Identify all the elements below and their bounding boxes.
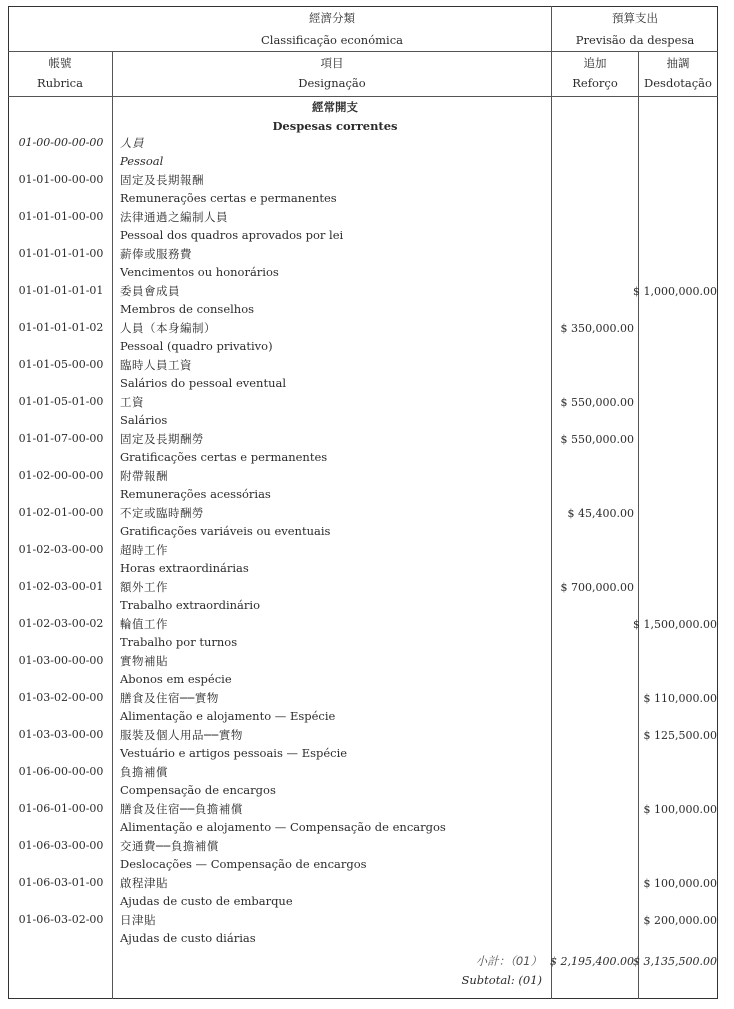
row-reforco-amount: $ 550,000.00 bbox=[560, 396, 634, 409]
row-designation-pt: Vencimentos ou honorários bbox=[120, 265, 279, 279]
row-reforco-amount: $ 550,000.00 bbox=[560, 433, 634, 446]
row-designation-pt: Trabalho por turnos bbox=[120, 635, 238, 649]
row-code: 01-06-00-00-00 bbox=[18, 765, 104, 778]
row-designation-zh: 委員會成員 bbox=[120, 284, 180, 298]
row-code: 01-01-01-00-00 bbox=[18, 210, 104, 223]
row-designation-zh: 服裝及個人用品──實物 bbox=[120, 728, 243, 742]
row-designation-zh: 薪俸或服務費 bbox=[120, 247, 192, 261]
row-code: 01-01-01-01-02 bbox=[18, 321, 104, 334]
header-line-1 bbox=[8, 51, 718, 52]
row-designation-zh: 日津貼 bbox=[120, 913, 156, 927]
row-code: 01-01-05-00-00 bbox=[18, 358, 104, 371]
row-designation-pt: Pessoal (quadro privativo) bbox=[120, 339, 273, 353]
row-designation-pt: Ajudas de custo de embarque bbox=[120, 894, 293, 908]
row-designation-zh: 輪值工作 bbox=[120, 617, 168, 631]
header-desdotacao-pt: Desdotação bbox=[644, 76, 712, 90]
row-designation-zh: 不定或臨時酬勞 bbox=[120, 506, 204, 520]
row-designation-pt: Remunerações certas e permanentes bbox=[120, 191, 337, 205]
row-code: 01-02-03-00-02 bbox=[18, 617, 104, 630]
header-rubrica-zh: 帳號 bbox=[48, 56, 72, 70]
divider-designation-reforco bbox=[551, 6, 552, 999]
row-designation-pt: Gratificações variáveis ou eventuais bbox=[120, 524, 331, 538]
row-designation-zh: 工資 bbox=[120, 395, 144, 409]
row-code: 01-01-01-01-00 bbox=[18, 247, 104, 260]
row-code: 01-00-00-00-00 bbox=[18, 136, 104, 149]
row-designation-zh: 啟程津貼 bbox=[120, 876, 168, 890]
row-desdotacao-amount: $ 200,000.00 bbox=[643, 914, 717, 927]
row-designation-pt: Compensação de encargos bbox=[120, 783, 276, 797]
row-designation-pt: Salários do pessoal eventual bbox=[120, 376, 287, 390]
header-desdotacao-zh: 抽調 bbox=[666, 56, 690, 70]
row-designation-zh: 實物補貼 bbox=[120, 654, 168, 668]
row-code: 01-03-00-00-00 bbox=[18, 654, 104, 667]
row-code: 01-06-03-01-00 bbox=[18, 876, 104, 889]
row-designation-pt: Ajudas de custo diárias bbox=[120, 931, 256, 945]
row-reforco-amount: $ 700,000.00 bbox=[560, 581, 634, 594]
row-designation-pt: Remunerações acessórias bbox=[120, 487, 271, 501]
row-code: 01-01-00-00-00 bbox=[18, 173, 104, 186]
row-designation-zh: 人員（本身編制） bbox=[120, 321, 216, 335]
subtotal-desdotacao: $ 3,135,500.00 bbox=[633, 955, 717, 968]
row-designation-pt: Alimentação e alojamento — Espécie bbox=[120, 709, 336, 723]
row-designation-zh: 膳食及住宿──實物 bbox=[120, 691, 219, 705]
row-designation-zh: 額外工作 bbox=[120, 580, 168, 594]
row-code: 01-02-03-00-01 bbox=[18, 580, 104, 593]
header-reforco-pt: Reforço bbox=[572, 76, 618, 90]
row-code: 01-06-03-00-00 bbox=[18, 839, 104, 852]
row-code: 01-02-03-00-00 bbox=[18, 543, 104, 556]
row-code: 01-01-07-00-00 bbox=[18, 432, 104, 445]
divider-code-designation bbox=[112, 51, 113, 999]
row-designation-pt: Pessoal dos quadros aprovados por lei bbox=[120, 228, 344, 242]
row-code: 01-02-00-00-00 bbox=[18, 469, 104, 482]
row-designation-pt: Alimentação e alojamento — Compensação de encargos bbox=[120, 820, 446, 834]
row-designation-zh: 膳食及住宿──負擔補償 bbox=[120, 802, 243, 816]
header-rubrica-pt: Rubrica bbox=[37, 76, 83, 90]
row-desdotacao-amount: $ 100,000.00 bbox=[643, 877, 717, 890]
header-classification-zh: 經濟分類 bbox=[309, 11, 355, 25]
budget-table-frame bbox=[8, 6, 718, 999]
section-title-pt: Despesas correntes bbox=[272, 119, 398, 133]
row-designation-zh: 固定及長期酬勞 bbox=[120, 432, 204, 446]
header-designacao-zh: 項目 bbox=[320, 56, 344, 70]
row-designation-zh: 負擔補償 bbox=[120, 765, 168, 779]
header-line-2 bbox=[8, 96, 718, 97]
row-designation-pt: Membros de conselhos bbox=[120, 302, 255, 316]
row-code: 01-01-01-01-01 bbox=[18, 284, 104, 297]
row-code: 01-03-02-00-00 bbox=[18, 691, 104, 704]
row-designation-zh: 臨時人員工資 bbox=[120, 358, 192, 372]
row-reforco-amount: $ 45,400.00 bbox=[567, 507, 634, 520]
row-desdotacao-amount: $ 100,000.00 bbox=[643, 803, 717, 816]
header-classification-pt: Classificação económica bbox=[260, 33, 404, 47]
row-designation-zh: 法律通過之編制人員 bbox=[120, 210, 228, 224]
row-designation-pt: Abonos em espécie bbox=[120, 672, 232, 686]
row-reforco-amount: $ 350,000.00 bbox=[560, 322, 634, 335]
divider-reforco-desdotacao bbox=[638, 51, 639, 999]
row-code: 01-06-01-00-00 bbox=[18, 802, 104, 815]
subtotal-reforco: $ 2,195,400.00 bbox=[550, 955, 634, 968]
row-designation-zh: 交通費──負擔補償 bbox=[120, 839, 219, 853]
row-desdotacao-amount: $ 110,000.00 bbox=[643, 692, 717, 705]
subtotal-label-pt: Subtotal: (01) bbox=[461, 973, 542, 987]
subtotal-label-zh: 小計：（01） bbox=[475, 954, 542, 968]
row-designation-zh: 附帶報酬 bbox=[120, 469, 168, 483]
row-desdotacao-amount: $ 1,000,000.00 bbox=[633, 285, 717, 298]
row-designation-pt: Vestuário e artigos pessoais — Espécie bbox=[120, 746, 348, 760]
row-designation-zh: 固定及長期報酬 bbox=[120, 173, 204, 187]
row-code: 01-02-01-00-00 bbox=[18, 506, 104, 519]
header-forecast-pt: Previsão da despesa bbox=[575, 33, 695, 47]
row-desdotacao-amount: $ 125,500.00 bbox=[643, 729, 717, 742]
header-reforco-zh: 追加 bbox=[583, 56, 607, 70]
row-designation-pt: Salários bbox=[120, 413, 168, 427]
row-code: 01-06-03-02-00 bbox=[18, 913, 104, 926]
row-designation-pt: Gratificações certas e permanentes bbox=[120, 450, 328, 464]
header-forecast-zh: 預算支出 bbox=[612, 11, 658, 25]
row-code: 01-01-05-01-00 bbox=[18, 395, 104, 408]
header-designacao-pt: Designação bbox=[298, 76, 366, 90]
row-designation-pt: Horas extraordinárias bbox=[120, 561, 249, 575]
row-desdotacao-amount: $ 1,500,000.00 bbox=[633, 618, 717, 631]
row-code: 01-03-03-00-00 bbox=[18, 728, 104, 741]
row-designation-zh: 超時工作 bbox=[120, 543, 168, 557]
row-designation-pt: Trabalho extraordinário bbox=[120, 598, 260, 612]
section-title-zh: 經常開支 bbox=[312, 100, 358, 114]
row-designation-zh: 人員 bbox=[120, 136, 144, 150]
row-designation-pt: Deslocações — Compensação de encargos bbox=[120, 857, 367, 871]
row-designation-pt: Pessoal bbox=[120, 154, 164, 168]
